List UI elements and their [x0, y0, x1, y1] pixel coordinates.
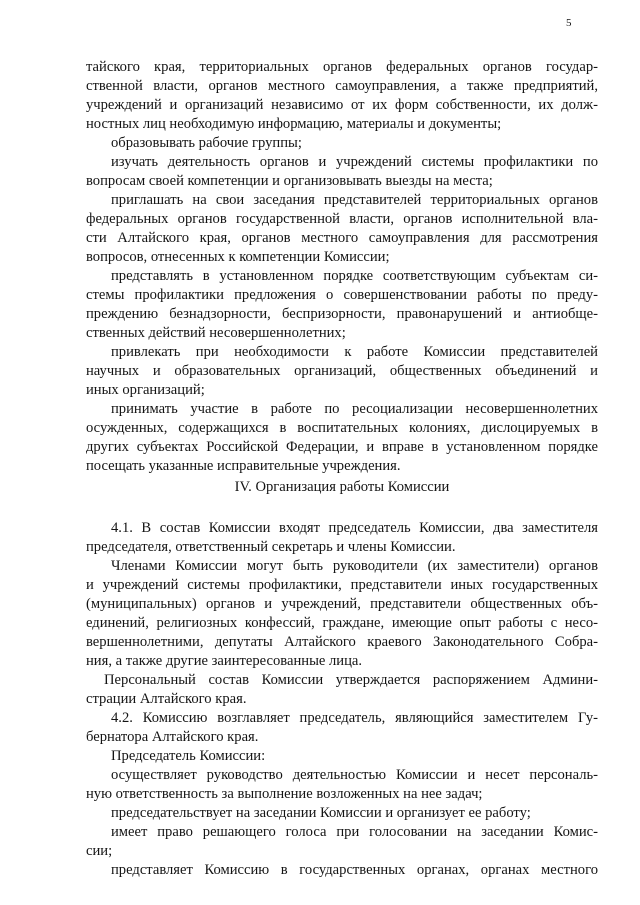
text-line: осужденных, содержащихся в воспитательных колониях, дислоцируемых в	[86, 420, 598, 436]
text-line: вопросов, отнесенных к компетенции Комиссии;	[86, 249, 390, 265]
text-line: вершеннолетними, депутаты Алтайского краевого Законодательного Собра-	[86, 634, 598, 650]
text-line: имеет право решающего голоса при голосовании на заседании Комис-	[111, 824, 598, 840]
text-line: привлекать при необходимости к работе Комиссии представителей	[111, 344, 598, 360]
text-line: ностных лиц необходимую информацию, материалы и документы;	[86, 116, 502, 132]
text-line: сии;	[86, 843, 113, 859]
text-line: тайского края, территориальных органов федеральных органов государ-	[86, 59, 598, 75]
text-line: представляет Комиссию в государственных органах, органах местного	[111, 862, 598, 878]
text-line: Председатель Комиссии:	[111, 748, 266, 764]
text-line: 4.2. Комиссию возглавляет председатель, являющийся заместителем Гу-	[111, 710, 598, 726]
text-line: бернатора Алтайского края.	[86, 729, 259, 745]
text-line: иных организаций;	[86, 382, 205, 398]
text-line: ственной власти, органов местного самоуправления, а также предприятий,	[86, 78, 598, 94]
text-line: вопросам своей компетенции и организовывать выезды на места;	[86, 173, 493, 189]
text-line: осуществляет руководство деятельностью Комиссии и несет персональ-	[111, 767, 598, 783]
text-line: председателя, ответственный секретарь и члены Комиссии.	[86, 539, 456, 555]
text-line: научных и образовательных организаций, общественных объединений и	[86, 363, 598, 379]
text-line: федеральных органов государственной власти, органов исполнительной вла-	[86, 211, 598, 227]
text-line: (муниципальных) органов и учреждений, представители общественных объ-	[86, 596, 598, 612]
text-line: и учреждений системы профилактики, представители иных государственных	[86, 577, 598, 593]
text-line: Персональный состав Комиссии утверждается распоряжением Админи-	[104, 672, 598, 688]
text-line: образовывать рабочие группы;	[111, 135, 302, 151]
text-line: ственных действий несовершеннолетних;	[86, 325, 346, 341]
text-line: 4.1. В состав Комиссии входят председатель Комиссии, два заместителя	[111, 520, 598, 536]
text-line: страции Алтайского края.	[86, 691, 247, 707]
text-line: единений, религиозных конфессий, граждане, имеющие опыт работы с несо-	[86, 615, 598, 631]
text-line: принимать участие в работе по ресоциализации несовершеннолетних	[111, 401, 598, 417]
section-heading: IV. Организация работы Комиссии	[234, 479, 450, 495]
page-number: 5	[566, 17, 572, 29]
text-line: представлять в установленном порядке соответствующим субъектам си-	[111, 268, 598, 284]
text-line: ную ответственность за выполнение возложенных на нее задач;	[86, 786, 483, 802]
text-line: председательствует на заседании Комиссии и организует ее работу;	[111, 805, 531, 821]
text-line: ния, а также другие заинтересованные лица.	[86, 653, 363, 669]
text-line: изучать деятельность органов и учреждений системы профилактики по	[111, 154, 598, 170]
text-line: посещать указанные исправительные учреждения.	[86, 458, 401, 474]
text-line: сти Алтайского края, органов местного самоуправления для рассмотрения	[86, 230, 598, 246]
text-line: приглашать на свои заседания представителей территориальных органов	[111, 192, 598, 208]
text-line: стемы профилактики предложения о совершенствовании работы по преду-	[86, 287, 598, 303]
text-line: других субъектах Российской Федерации, и вправе в установленном порядке	[86, 439, 598, 455]
text-line: учреждений и организаций независимо от их форм собственности, их долж-	[86, 97, 598, 113]
text-line: преждению безнадзорности, беспризорности, правонарушений и антиобще-	[86, 306, 598, 322]
text-line: Членами Комиссии могут быть руководители (их заместители) органов	[111, 558, 598, 574]
